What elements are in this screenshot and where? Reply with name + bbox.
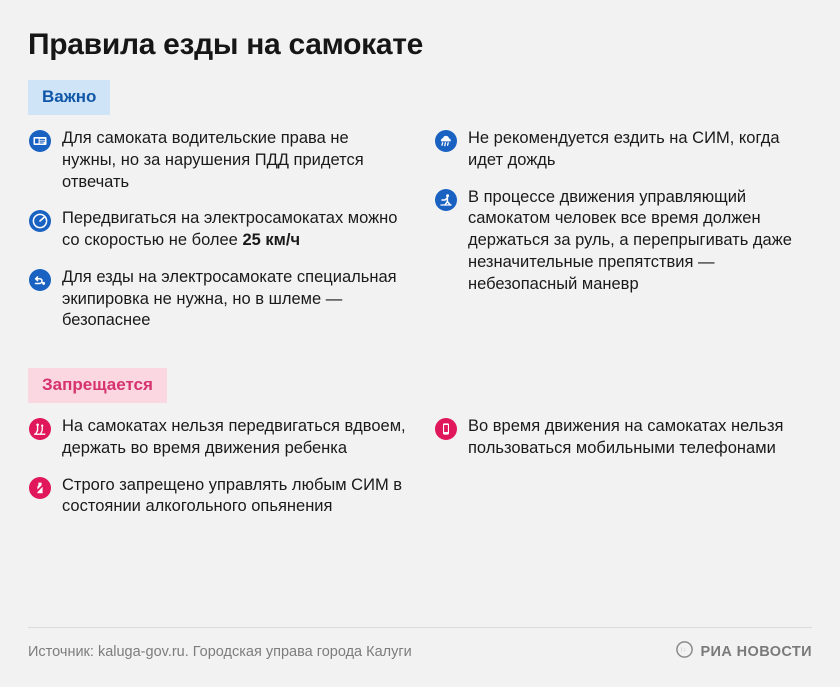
list-item xyxy=(28,266,406,332)
section-forbidden xyxy=(28,368,812,532)
list-item-text: На самокатах нельзя передвигаться вдвоем, держать во время движения ребенка xyxy=(62,417,406,457)
source-text: Источник: kaluga-gov.ru. Городская управа города Калуги xyxy=(28,644,412,660)
two-riders-icon xyxy=(28,417,52,441)
forbidden-right-column xyxy=(434,415,812,532)
important-right-column xyxy=(434,127,812,346)
list-item xyxy=(28,207,406,252)
list-item xyxy=(28,415,406,460)
brand-logo xyxy=(676,641,812,663)
footer xyxy=(28,627,812,663)
list-item-text: Строго запрещено управлять любым СИМ в состоянии алкогольного опьянения xyxy=(62,475,403,516)
list-item-text: Во время движения на самокатах нельзя пользоваться мобильными телефонами xyxy=(468,417,784,457)
list-item xyxy=(28,127,406,193)
list-item xyxy=(434,415,812,460)
speedometer-icon xyxy=(28,209,52,233)
list-item-text: Для езды на электросамокате специальная экипировка не нужна, но в шлеме — безопаснее xyxy=(62,267,397,330)
rain-cloud-icon xyxy=(434,129,458,153)
brand-name: РИА НОВОСТИ xyxy=(700,644,812,660)
ria-mark-icon xyxy=(676,641,693,663)
section-tag-important: Важно xyxy=(28,80,110,115)
section-important xyxy=(28,80,812,346)
helmet-gear-icon xyxy=(28,268,52,292)
no-alcohol-icon xyxy=(28,476,52,500)
list-item-text: Для самоката водительские права не нужны, но за нарушения ПДД придется отвечать xyxy=(62,129,364,191)
forbidden-columns xyxy=(28,415,812,532)
list-item-text: Не рекомендуется ездить на СИМ, когда идет дождь xyxy=(468,129,780,169)
id-card-icon xyxy=(28,129,52,153)
speed-value: 25 км/ч xyxy=(242,231,301,250)
list-item-text: В процессе движения управляющий самокатом человек все время должен держаться за руль, а перепрыгивать даже незначительные препятствия — небезопасный маневр xyxy=(468,187,792,293)
mobile-phone-icon xyxy=(434,417,458,441)
list-item xyxy=(434,186,812,296)
list-item-text xyxy=(62,207,406,252)
rider-hands-icon xyxy=(434,188,458,212)
important-left-column xyxy=(28,127,406,346)
page-title: Правила езды на самокате xyxy=(28,28,424,61)
important-columns xyxy=(28,127,812,346)
list-item xyxy=(434,127,812,172)
speed-rule-text: Передвигаться на электросамокатах можно со скоростью не более xyxy=(62,209,398,250)
section-tag-forbidden: Запрещается xyxy=(28,368,167,403)
forbidden-left-column xyxy=(28,415,406,532)
list-item xyxy=(28,474,406,519)
